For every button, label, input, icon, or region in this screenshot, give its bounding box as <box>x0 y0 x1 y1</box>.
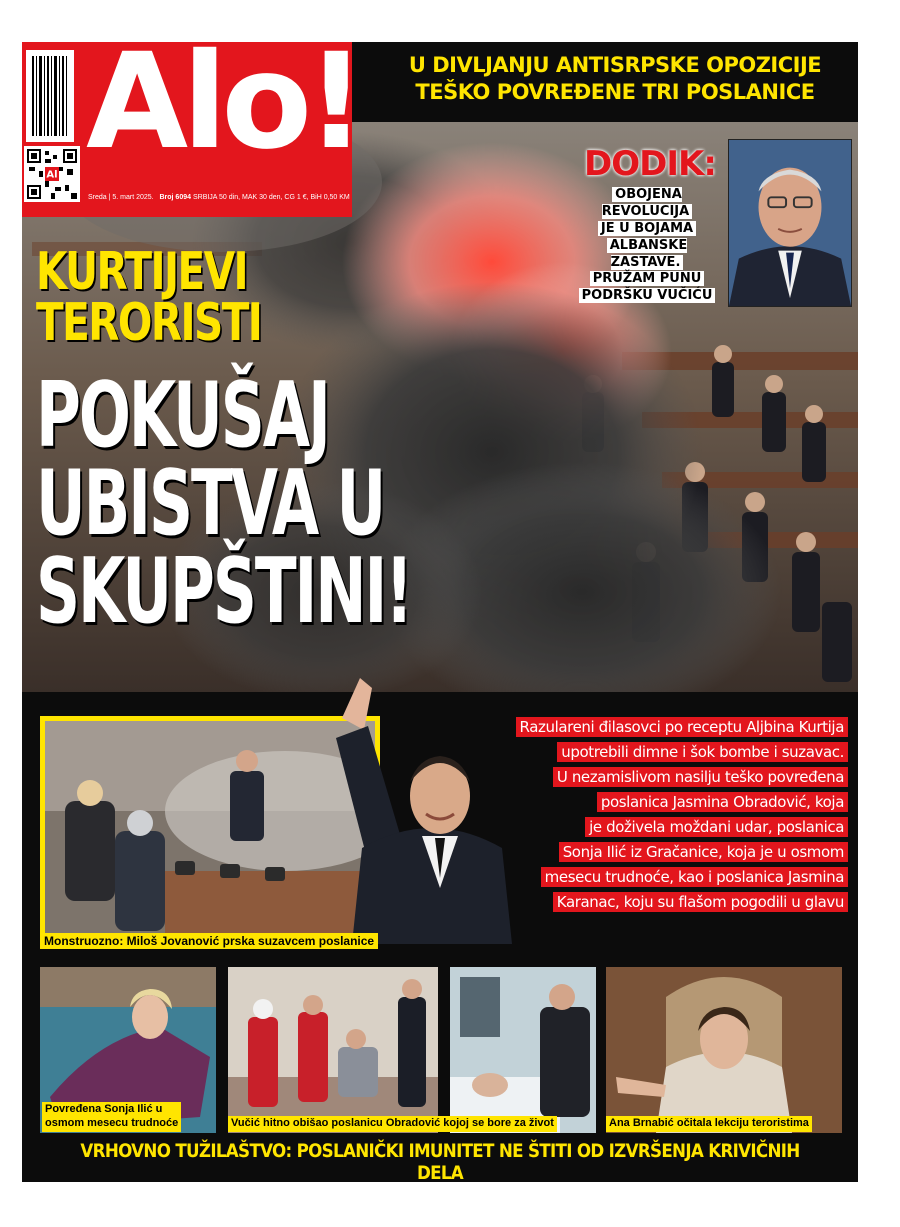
thumb-caption-line: Povređena Sonja Ilić u <box>45 1103 163 1115</box>
story-line: Razulareni đilasovci po receptu Aljbina Kurtija <box>516 717 848 737</box>
dodik-quote-line: ALBANSKE ZASTAVE. <box>607 238 688 270</box>
thumb-caption-vucic <box>228 1116 557 1132</box>
story-line: U nezamislivom nasilju teško povređena <box>553 767 848 787</box>
dodik-quote-line: JE U BOJAMA <box>598 221 696 236</box>
dodik-quote-title: DODIK: <box>584 144 716 184</box>
thumb-photo-medics <box>228 967 438 1133</box>
thumb-caption-sonja-ilic <box>42 1102 181 1132</box>
masthead-issue-info <box>88 194 350 201</box>
masthead <box>22 42 361 217</box>
story-line: upotrebili dimne i šok bombe i suzavac. <box>557 742 848 762</box>
inset-photo-caption: Monstruozno: Miloš Jovanović prska suzavcem poslanice <box>40 933 378 949</box>
dodik-quote-line: PRUŽAM PUNU <box>590 271 705 286</box>
thumb-caption-brnabic <box>606 1116 812 1132</box>
story-line: je doživela moždani udar, poslanica <box>585 817 848 837</box>
thumb-caption-line: Vučić hitno obišao poslanicu Obradović kojoj se bore za život <box>231 1117 554 1129</box>
issue-prices: SRBIJA 50 din, MAK 30 den, CG 1 €, BiH 0,50 KM <box>192 194 350 201</box>
issue-number: Broj 6094 <box>159 194 192 201</box>
thumb-caption-line: Ana Brnabić očitala lekciju teroristima <box>609 1117 809 1129</box>
dodik-quote-line: OBOJENA REVOLUCIJA <box>602 187 692 219</box>
top-headline <box>380 52 850 107</box>
main-headline-line: UBISTVA U <box>36 451 385 557</box>
bottom-headline: VRHOVNO TUŽILAŠTVO: POSLANIČKI IMUNITET NE ŠTITI OD IZVRŠENJA KRIVIČNIH DELA <box>80 1140 800 1182</box>
issue-date: Sreda | 5. mart 2025. <box>88 194 154 201</box>
main-headline-kicker <box>36 242 262 353</box>
main-headline <box>36 363 412 645</box>
story-line: Karanac, koju su flašom pogodili u glavu <box>553 892 848 912</box>
masthead-logo: Alo! <box>86 42 361 179</box>
story-text <box>408 715 848 915</box>
story-line: mesecu trudnoće, kao i poslanica Jasmina <box>541 867 848 887</box>
dodik-portrait-photo <box>728 139 852 307</box>
thumb-caption-line: osmom mesecu trudnoće <box>45 1116 179 1129</box>
qr-logo-label: Al <box>46 169 58 181</box>
thumb-photo-ana-brnabic <box>606 967 842 1133</box>
top-headline-line: TEŠKO POVREĐENE TRI POSLANICE <box>415 80 815 105</box>
top-headline-line: U DIVLJANJU ANTISRPSKE OPOZICIJE <box>408 53 822 77</box>
qr-code <box>24 146 80 202</box>
barcode <box>26 50 74 142</box>
kicker-line: TERORISTI <box>36 292 262 353</box>
dodik-quote-line: PODRŠKU VUČIĆU <box>579 288 716 303</box>
main-headline-line: SKUPŠTINI! <box>36 539 412 645</box>
newspaper-front-page <box>22 42 858 1182</box>
kicker-line: KURTIJEVI <box>36 242 248 302</box>
thumb-photo-hospital <box>450 967 596 1133</box>
main-headline-line: POKUŠAJ <box>36 363 329 468</box>
dodik-quote <box>572 187 722 305</box>
story-line: Sonja Ilić iz Gračanice, koja je u osmom <box>559 842 848 862</box>
story-line: poslanica Jasmina Obradović, koja <box>597 792 848 812</box>
